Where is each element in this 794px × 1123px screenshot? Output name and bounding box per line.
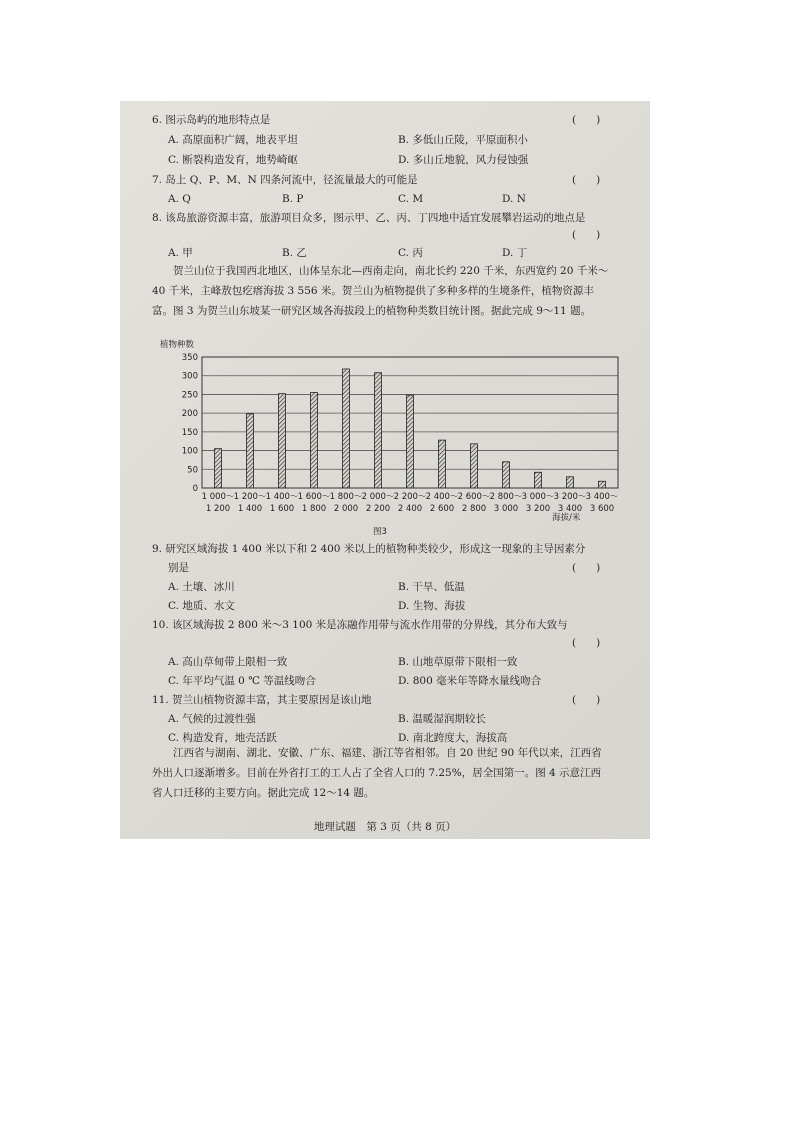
plant-species-bar-chart: [160, 339, 630, 539]
y-tick-label: 100: [181, 446, 198, 457]
q9-option-d: D. 生物、海拔: [398, 600, 466, 612]
q10-option-a: A. 高山草甸带上限相一致: [168, 656, 288, 668]
x-tick-label: 1 600～: [297, 492, 331, 502]
y-tick-label: 150: [181, 427, 198, 438]
q10-answer-paren: ( ): [572, 637, 601, 649]
q9-answer-paren: ( ): [572, 562, 601, 574]
x-tick-label: 2 000～: [361, 492, 395, 502]
x-tick-label: 1 400: [237, 504, 263, 514]
q11-option-d: D. 南北跨度大，海拔高: [398, 732, 508, 744]
x-tick-label: 3 600: [589, 504, 615, 514]
q10-option-b: B. 山地草原带下限相一致: [398, 656, 518, 668]
bar: [439, 440, 446, 488]
x-tick-label: 3 000～: [521, 492, 555, 502]
q6-option-b: B. 多低山丘陵，平原面积小: [398, 134, 528, 146]
y-ticks: [182, 353, 198, 494]
x-tick-label: 3 400～: [585, 492, 619, 502]
q11-answer-paren: ( ): [572, 694, 601, 706]
bar: [535, 472, 542, 488]
x-tick-label: 2 200: [365, 504, 391, 514]
q6-option-c: C. 断裂构造发育，地势崎岖: [168, 154, 298, 166]
q9-option-c: C. 地质、水文: [168, 600, 235, 612]
exam-page-photo: [120, 101, 650, 839]
x-tick-label: 1 800: [301, 504, 327, 514]
q9-stem-cont: 别是: [168, 562, 189, 574]
y-tick-label: 250: [181, 390, 198, 401]
bar: [471, 444, 478, 488]
x-tick-label: 3 200: [525, 504, 551, 514]
q10-option-c: C. 年平均气温 0 ℃ 等温线吻合: [168, 675, 316, 687]
q8-option-c: C. 丙: [398, 247, 423, 259]
q11-option-b: B. 温暖湿润期较长: [398, 713, 486, 725]
q7-option-a: A. Q: [168, 193, 191, 205]
figure-caption: 图3: [373, 527, 387, 537]
x-tick-label: 1 000～: [201, 492, 235, 502]
q11-option-c: C. 构造发育，地壳活跃: [168, 732, 277, 744]
x-axis-label: 海拔/米: [552, 513, 581, 523]
y-tick-label: 300: [181, 371, 198, 382]
x-tick-label: 1 600: [269, 504, 295, 514]
x-tick-label: 3 200～: [553, 492, 587, 502]
q7-answer-paren: ( ): [572, 174, 601, 186]
x-tick-label: 1 200: [205, 504, 231, 514]
page-footer: 地理试题 第 3 页（共 8 页）: [313, 821, 457, 833]
x-tick-label: 3 000: [493, 504, 519, 514]
intro-paragraph-jiangxi: 江西省与湖南、湖北、安徽、广东、福建、浙江等省相邻。自 20 世纪 90 年代以来，江西省外出人口逐渐增多。目前在外省打工的工人占了全省人口的 7.25%，居全国第一。图 4 示意江西省人口迁移的主要方向。据此完成 12～14 题。: [152, 747, 602, 799]
q8-answer-paren: ( ): [572, 229, 601, 241]
x-tick-label: 1 800～: [329, 492, 363, 502]
y-axis-label: 植物种数: [160, 340, 195, 350]
q9-option-b: B. 干旱、低温: [398, 581, 465, 593]
intro-paragraph-helan: 贺兰山位于我国西北地区，山体呈东北—西南走向，南北长约 220 千米，东西宽约 20 千米～40 千米，主峰敖包疙瘩海拔 3 556 米。贺兰山为植物提供了多种多样的生境条件，植物资源丰富。图 3 为贺兰山东坡某一研究区域各海拔段上的植物种类数目统计图。据此完成 9～11 题。: [152, 265, 609, 317]
bar: [343, 369, 350, 488]
bar: [215, 449, 222, 488]
x-tick-label: 2 600～: [457, 492, 491, 502]
x-tick-label: 2 000: [333, 504, 359, 514]
q11-option-a: A. 气候的过渡性强: [168, 713, 256, 725]
bar: [247, 414, 254, 488]
q8-option-d: D. 丁: [502, 247, 528, 259]
x-tick-label: 2 200～: [393, 492, 427, 502]
q7-option-d: D. N: [502, 193, 526, 205]
q8-option-b: B. 乙: [282, 247, 307, 259]
q10-option-d: D. 800 毫米年等降水量线吻合: [398, 675, 542, 687]
bar: [503, 462, 510, 488]
x-tick-label: 1 200～: [233, 492, 267, 502]
x-tick-label: 1 400～: [265, 492, 299, 502]
q7-option-c: C. M: [398, 193, 424, 205]
x-tick-label: 2 800: [461, 504, 487, 514]
q8-stem: 8. 该岛旅游资源丰富，旅游项目众多，图示甲、乙、丙、丁四地中适宜发展攀岩运动的地点是: [152, 212, 586, 224]
q9-option-a: A. 土壤、冰川: [168, 581, 235, 593]
bar: [599, 481, 606, 488]
x-tick-label: 2 800～: [489, 492, 523, 502]
y-tick-label: 200: [181, 409, 198, 420]
bar: [279, 394, 286, 488]
q11-stem: 11. 贺兰山植物资源丰富，其主要原因是该山地: [152, 694, 372, 706]
q6-stem: 6. 图示岛屿的地形特点是: [152, 114, 271, 126]
chart-bars: [215, 369, 606, 488]
x-tick-label: 3 400: [557, 504, 583, 514]
q7-option-b: B. P: [282, 193, 304, 205]
q6-option-a: A. 高原面积广阔，地表平坦: [168, 134, 298, 146]
q7-stem: 7. 岛上 Q、P、M、N 四条河流中，径流量最大的可能是: [152, 174, 418, 186]
y-tick-label: 350: [181, 353, 198, 363]
x-tick-label: 2 400: [397, 504, 423, 514]
q9-stem: 9. 研究区域海拔 1 400 米以下和 2 400 米以上的植物种类较少，形成这一现象的主导因素分: [152, 543, 586, 555]
y-tick-label: 50: [187, 465, 198, 476]
bar: [311, 393, 318, 488]
x-tick-label: 2 600: [429, 504, 455, 514]
y-tick-label: 0: [192, 484, 198, 494]
q8-option-a: A. 甲: [168, 247, 193, 259]
bar: [407, 395, 414, 488]
q10-stem: 10. 该区域海拔 2 800 米～3 100 米是冻融作用带与流水作用带的分界线，其分布大致与: [152, 619, 568, 631]
q6-option-d: D. 多山丘地貌，风力侵蚀强: [398, 154, 529, 166]
q6-answer-paren: ( ): [572, 114, 601, 126]
x-ticks: [202, 492, 619, 514]
bar: [567, 477, 574, 488]
x-tick-label: 2 400～: [425, 492, 459, 502]
bar: [375, 373, 382, 488]
